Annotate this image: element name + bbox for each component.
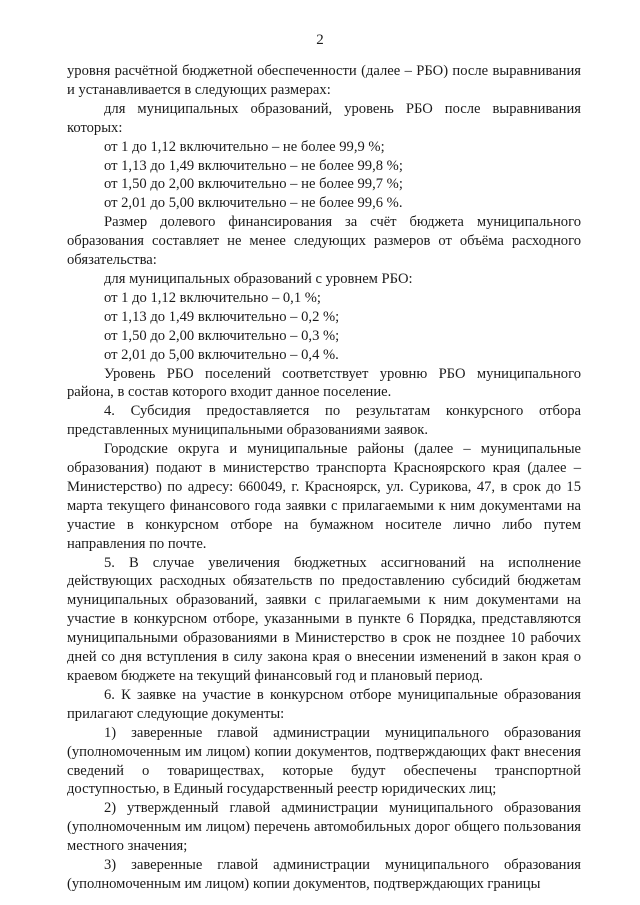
list-item: от 1,50 до 2,00 включительно – 0,3 %; xyxy=(104,327,340,344)
paragraph: 6. К заявке на участие в конкурсном отборе муниципальные образования прилагают следующие документы: xyxy=(67,686,581,722)
page-number: 2 xyxy=(316,32,324,48)
paragraph: 4. Субсидия предоставляется по результатам конкурсного отбора представленных муниципальными образованиями заявок. xyxy=(67,403,581,439)
paragraph: 1) заверенные главой администрации муниципального образования (уполномоченным им лицом) копии документов, подтверждающих факт внесения сведений о товариществах, которые будут обеспечены транспортной доступностью, в Единый государственный реестр юридических лиц; xyxy=(67,724,581,798)
list-item: от 1,13 до 1,49 включительно – не более 99,8 %; xyxy=(104,157,403,174)
list-item: от 1,50 до 2,00 включительно – не более 99,7 %; xyxy=(104,176,403,193)
list-item: от 1,13 до 1,49 включительно – 0,2 %; xyxy=(104,308,340,325)
paragraph: для муниципальных образований, уровень РБО после выравнивания которых: xyxy=(67,100,581,136)
list-item: от 2,01 до 5,00 включительно – 0,4 %. xyxy=(104,346,339,363)
paragraph: Уровень РБО поселений соответствует уровню РБО муниципального района, в состав которого входит данное поселение. xyxy=(67,365,581,401)
list-item: для муниципальных образований с уровнем РБО: xyxy=(104,270,413,287)
list-item: от 2,01 до 5,00 включительно – не более 99,6 %. xyxy=(104,195,403,212)
paragraph: 2) утвержденный главой администрации муниципального образования (уполномоченным им лицом) перечень автомобильных дорог общего пользования местного значения; xyxy=(67,800,581,855)
paragraph: уровня расчётной бюджетной обеспеченности (далее – РБО) после выравнивания и устанавливается в следующих размерах: xyxy=(67,63,581,98)
paragraph: Городские округа и муниципальные районы (далее – муниципальные образования) подают в министерство транспорта Красноярского края (далее – Министерство) по адресу: 660049, г. Красноярск, ул. Сурикова, 47, в срок до 15 марта текущего финансового года заявки с прилагаемыми к ним документами на участие в конкурсном отборе на бумажном носителе лично либо путем направления по почте. xyxy=(67,441,581,552)
list-item: от 1 до 1,12 включительно – не более 99,9 %; xyxy=(104,138,385,155)
list-item: от 1 до 1,12 включительно – 0,1 %; xyxy=(104,289,321,306)
paragraph: 3) заверенные главой администрации муниципального образования (уполномоченным им лицом) копии документов, подтверждающих границы xyxy=(67,857,581,892)
document-body xyxy=(67,62,581,894)
paragraph: Размер долевого финансирования за счёт бюджета муниципального образования составляет не менее следующих размеров от объёма расходного обязательства: xyxy=(67,214,581,269)
paragraph: 5. В случае увеличения бюджетных ассигнований на исполнение действующих расходных обязательств по предоставлению субсидий бюджетам муниципальных образований, заявки с прилагаемыми к ним документами на участие в конкурсном отборе, указанными в пункте 6 Порядка, представляются муниципальными образованиями в Министерство в срок не позднее 10 рабочих дней со дня вступления в силу закона края о внесении изменений в закон края о краевом бюджете на текущий финансовый год и плановый период. xyxy=(67,554,581,684)
